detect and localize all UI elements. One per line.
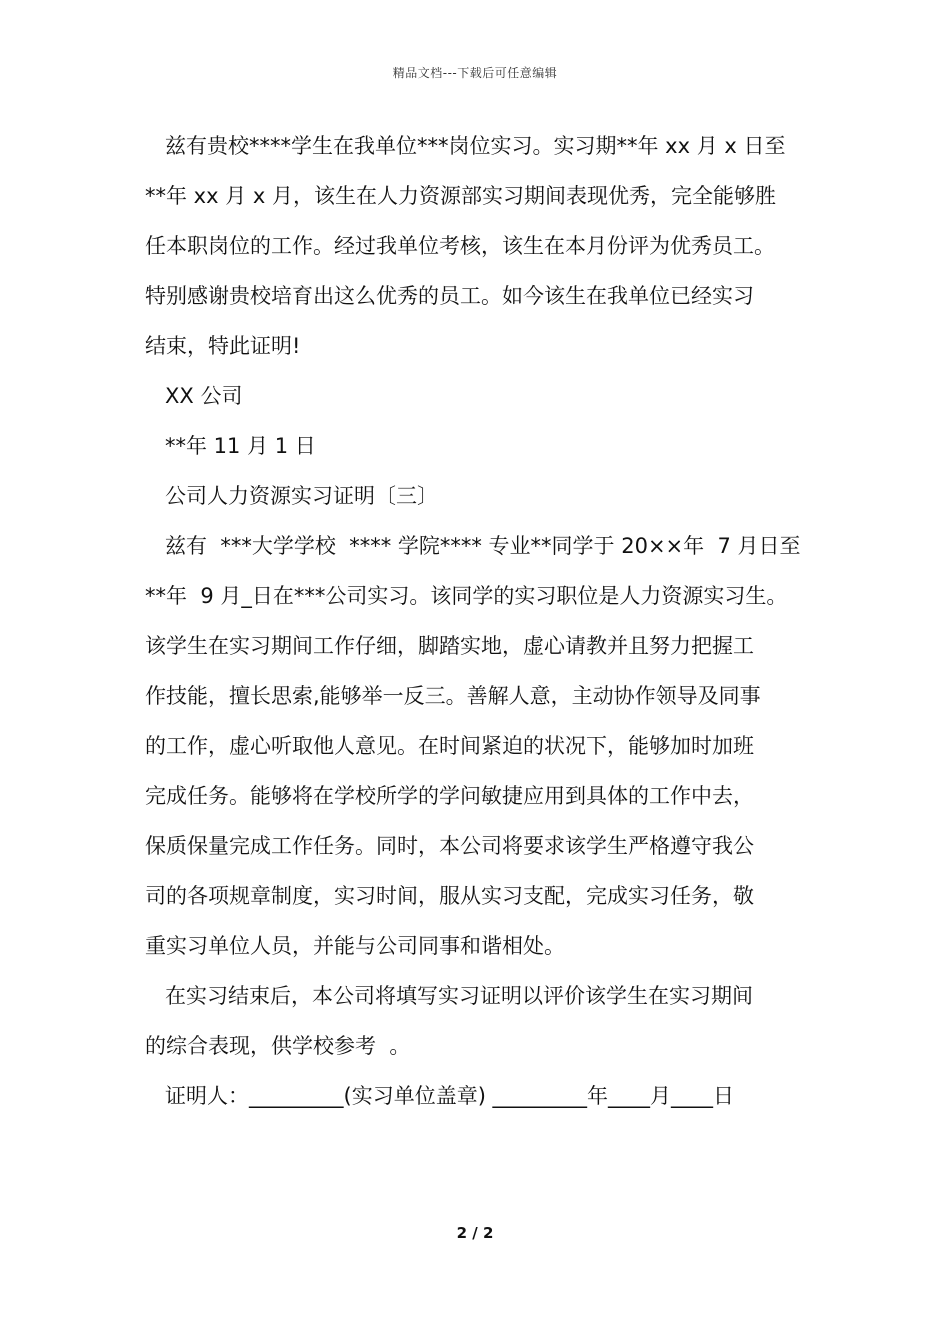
- body-line-11: 该学生在实习期间工作仔细，脚踏实地，虚心请教并且努力把握工: [145, 634, 754, 658]
- body-line-12: 作技能，擅长思索,能够举一反三。善解人意，主动协作领导及同事: [145, 684, 761, 708]
- body-line-1: 兹有贵校****学生在我单位***岗位实习。实习期**年 xx 月 x 日至: [165, 134, 786, 158]
- body-line-14: 完成任务。能够将在学校所学的学问敏捷应用到具体的工作中去，: [145, 784, 754, 808]
- body-line-4: 特别感谢贵校培育出这么优秀的员工。如今该生在我单位已经实习: [145, 284, 754, 308]
- body-line-2: **年 xx 月 x 月，该生在人力资源部实习期间表现优秀，完全能够胜: [145, 184, 776, 208]
- body-line-9: 兹有 ***大学学校 **** 学院**** 专业**同学于 20××年 7 月日至: [165, 534, 801, 558]
- body-line-13: 的工作，虚心听取他人意见。在时间紧迫的状况下，能够加时加班: [145, 734, 754, 758]
- date-line: **年 11 月 1 日: [165, 434, 316, 458]
- body-line-10: **年 9 月_日在***公司实习。该同学的实习职位是人力资源实习生。: [145, 584, 788, 608]
- page-header: 精品文档---下载后可任意编辑: [392, 66, 558, 80]
- page-number: 2 / 2: [456, 1224, 494, 1242]
- body-line-15: 保质保量完成工作任务。同时，本公司将要求该学生严格遵守我公: [145, 834, 754, 858]
- body-line-16: 司的各项规章制度，实习时间，服从实习支配，完成实习任务，敬: [145, 884, 754, 908]
- body-line-19: 的综合表现，供学校参考 。: [145, 1034, 411, 1058]
- body-line-5: 结束，特此证明!: [145, 334, 301, 358]
- body-line-17: 重实习单位人员，并能与公司同事和谐相处。: [145, 934, 565, 958]
- section-title: 公司人力资源实习证明〔三〕: [165, 484, 438, 508]
- company-name: XX 公司: [165, 384, 243, 408]
- body-line-18: 在实习结束后，本公司将填写实习证明以评价该学生在实习期间: [165, 984, 753, 1008]
- body-line-3: 任本职岗位的工作。经过我单位考核，该生在本月份评为优秀员工。: [145, 234, 775, 258]
- signature-line: 证明人：_________(实习单位盖章) _________年____月____日: [165, 1084, 735, 1108]
